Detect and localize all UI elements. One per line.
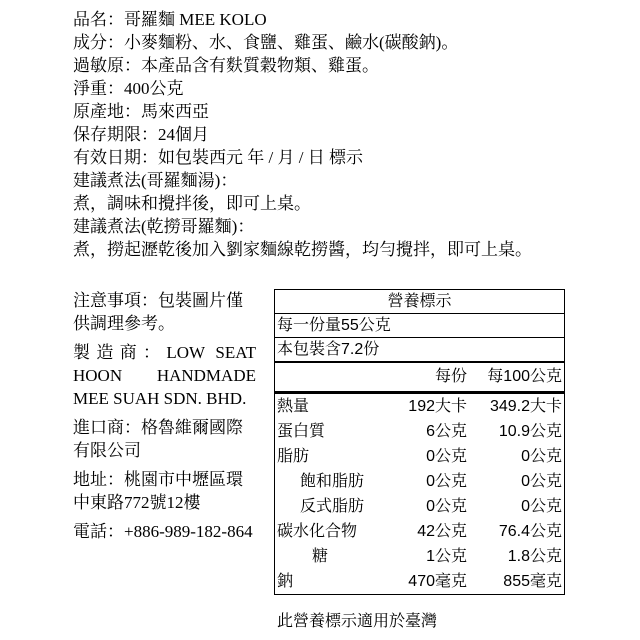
nutrition-rows [275, 394, 564, 594]
address: 地址：桃園市中壢區環中東路772號12樓 [73, 470, 243, 512]
serving-size: 每一份量55公克 [275, 314, 564, 338]
nutrient-per-100g: 349.2大卡 [489, 398, 562, 415]
nutrient-per-serving: 42公克 [417, 523, 467, 540]
expiry-date: 有效日期：如包裝西元 年 / 月 / 日 標示 [73, 148, 363, 167]
net-weight: 淨重：400公克 [73, 79, 184, 98]
nutrient-per-100g: 855毫克 [503, 573, 562, 590]
nutrient-per-serving: 0公克 [426, 498, 467, 515]
cooking-method-2-text: 煮，撈起瀝乾後加入劉家麵線乾撈醬，均勻攪拌，即可上桌。 [73, 240, 532, 259]
col-per-serving: 每份 [434, 368, 467, 385]
nutrition-footer: 此營養標示適用於臺灣 [277, 613, 438, 630]
origin: 原產地：馬來西亞 [73, 102, 209, 121]
manufacturer: 製造商：LOW SEAT HOON HANDMADE MEE SUAH SDN. BHD. [73, 343, 256, 408]
product-info [73, 8, 573, 261]
nutrient-per-100g: 0公克 [521, 448, 562, 465]
nutrient-per-100g: 1.8公克 [507, 548, 562, 565]
nutrition-row [275, 469, 564, 494]
nutrient-per-100g: 10.9公克 [498, 423, 562, 440]
nutrient-per-serving: 6公克 [426, 423, 467, 440]
importer: 進口商：格魯維爾國際有限公司 [73, 418, 243, 460]
notice: 注意事項：包裝圖片僅供調理參考。 [73, 291, 243, 333]
nutrient-name: 蛋白質 [277, 423, 326, 440]
nutrient-per-100g: 76.4公克 [498, 523, 562, 540]
nutrient-name: 飽和脂肪 [300, 473, 365, 490]
nutrition-row [275, 494, 564, 519]
nutrition-row [275, 544, 564, 569]
nutrition-row [275, 444, 564, 469]
nutrition-row [275, 394, 564, 419]
cooking-method-2-title: 建議煮法(乾撈哥羅麵)： [73, 217, 255, 236]
product-name: 品名：哥羅麵 MEE KOLO [73, 10, 267, 29]
nutrient-per-100g: 0公克 [521, 498, 562, 515]
nutrition-column-headers [275, 363, 564, 394]
allergen: 過敏原：本產品含有麩質穀物類、雞蛋。 [73, 56, 379, 75]
nutrient-per-serving: 1公克 [426, 548, 467, 565]
nutrient-name: 脂肪 [277, 448, 310, 465]
nutrient-per-100g: 0公克 [521, 473, 562, 490]
nutrient-name: 碳水化合物 [277, 523, 358, 540]
cooking-method-1-text: 煮，調味和攪拌後，即可上桌。 [73, 194, 311, 213]
phone: 電話：+886-989-182-864 [73, 522, 253, 541]
nutrition-row [275, 419, 564, 444]
nutrient-name: 糖 [312, 548, 329, 565]
nutrient-per-serving: 0公克 [426, 448, 467, 465]
servings-per-package: 本包裝含7.2份 [275, 338, 564, 363]
shelf-life: 保存期限：24個月 [73, 125, 209, 144]
nutrition-row [275, 569, 564, 594]
nutrient-name: 熱量 [277, 398, 310, 415]
company-info [73, 289, 256, 549]
cooking-method-1-title: 建議煮法(哥羅麵湯)： [73, 171, 238, 190]
nutrient-name: 反式脂肪 [300, 498, 365, 515]
nutrition-table [274, 289, 565, 595]
nutrition-title: 營養標示 [275, 290, 564, 314]
nutrient-name: 鈉 [277, 573, 294, 590]
nutrient-per-serving: 470毫克 [408, 573, 467, 590]
nutrition-row [275, 519, 564, 544]
ingredients: 成分：小麥麵粉、水、食鹽、雞蛋、鹼水(碳酸鈉)。 [73, 33, 459, 52]
nutrient-per-serving: 192大卡 [408, 398, 467, 415]
nutrient-per-serving: 0公克 [426, 473, 467, 490]
col-per-100g: 每100公克 [487, 368, 562, 385]
